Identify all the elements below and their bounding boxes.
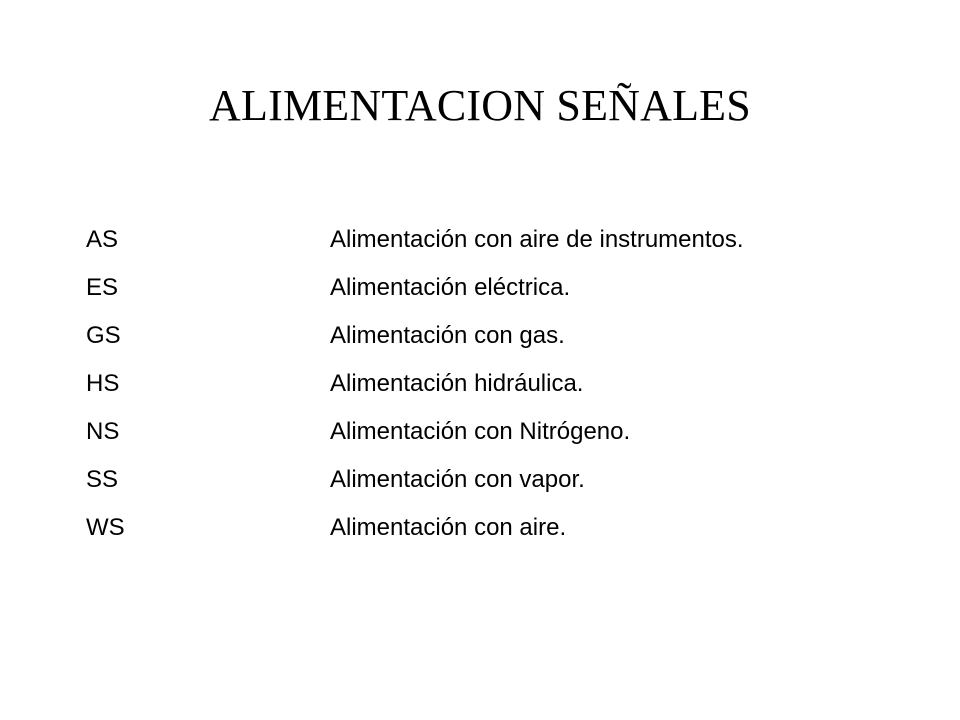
list-item [86,264,886,312]
entry-code: GS [86,322,121,349]
entry-description: Alimentación con vapor. [330,466,585,493]
list-item [86,312,886,360]
signal-supply-list [86,216,886,552]
list-item [86,408,886,456]
entry-description: Alimentación con aire de instrumentos. [330,226,744,253]
slide-title: ALIMENTACION SEÑALES [209,81,751,130]
entry-description: Alimentación con Nitrógeno. [330,418,631,445]
entry-code: NS [86,418,120,445]
entry-description: Alimentación con gas. [330,322,565,349]
list-item [86,360,886,408]
entry-code: WS [86,514,125,541]
list-item [86,216,886,264]
entry-code: SS [86,466,119,493]
entry-description: Alimentación con aire. [330,514,567,541]
entry-description: Alimentación hidráulica. [330,370,584,397]
list-item [86,504,886,552]
entry-description: Alimentación eléctrica. [330,274,571,301]
list-item [86,456,886,504]
entry-code: HS [86,370,120,397]
entry-code: ES [86,274,119,301]
entry-code: AS [86,226,119,253]
